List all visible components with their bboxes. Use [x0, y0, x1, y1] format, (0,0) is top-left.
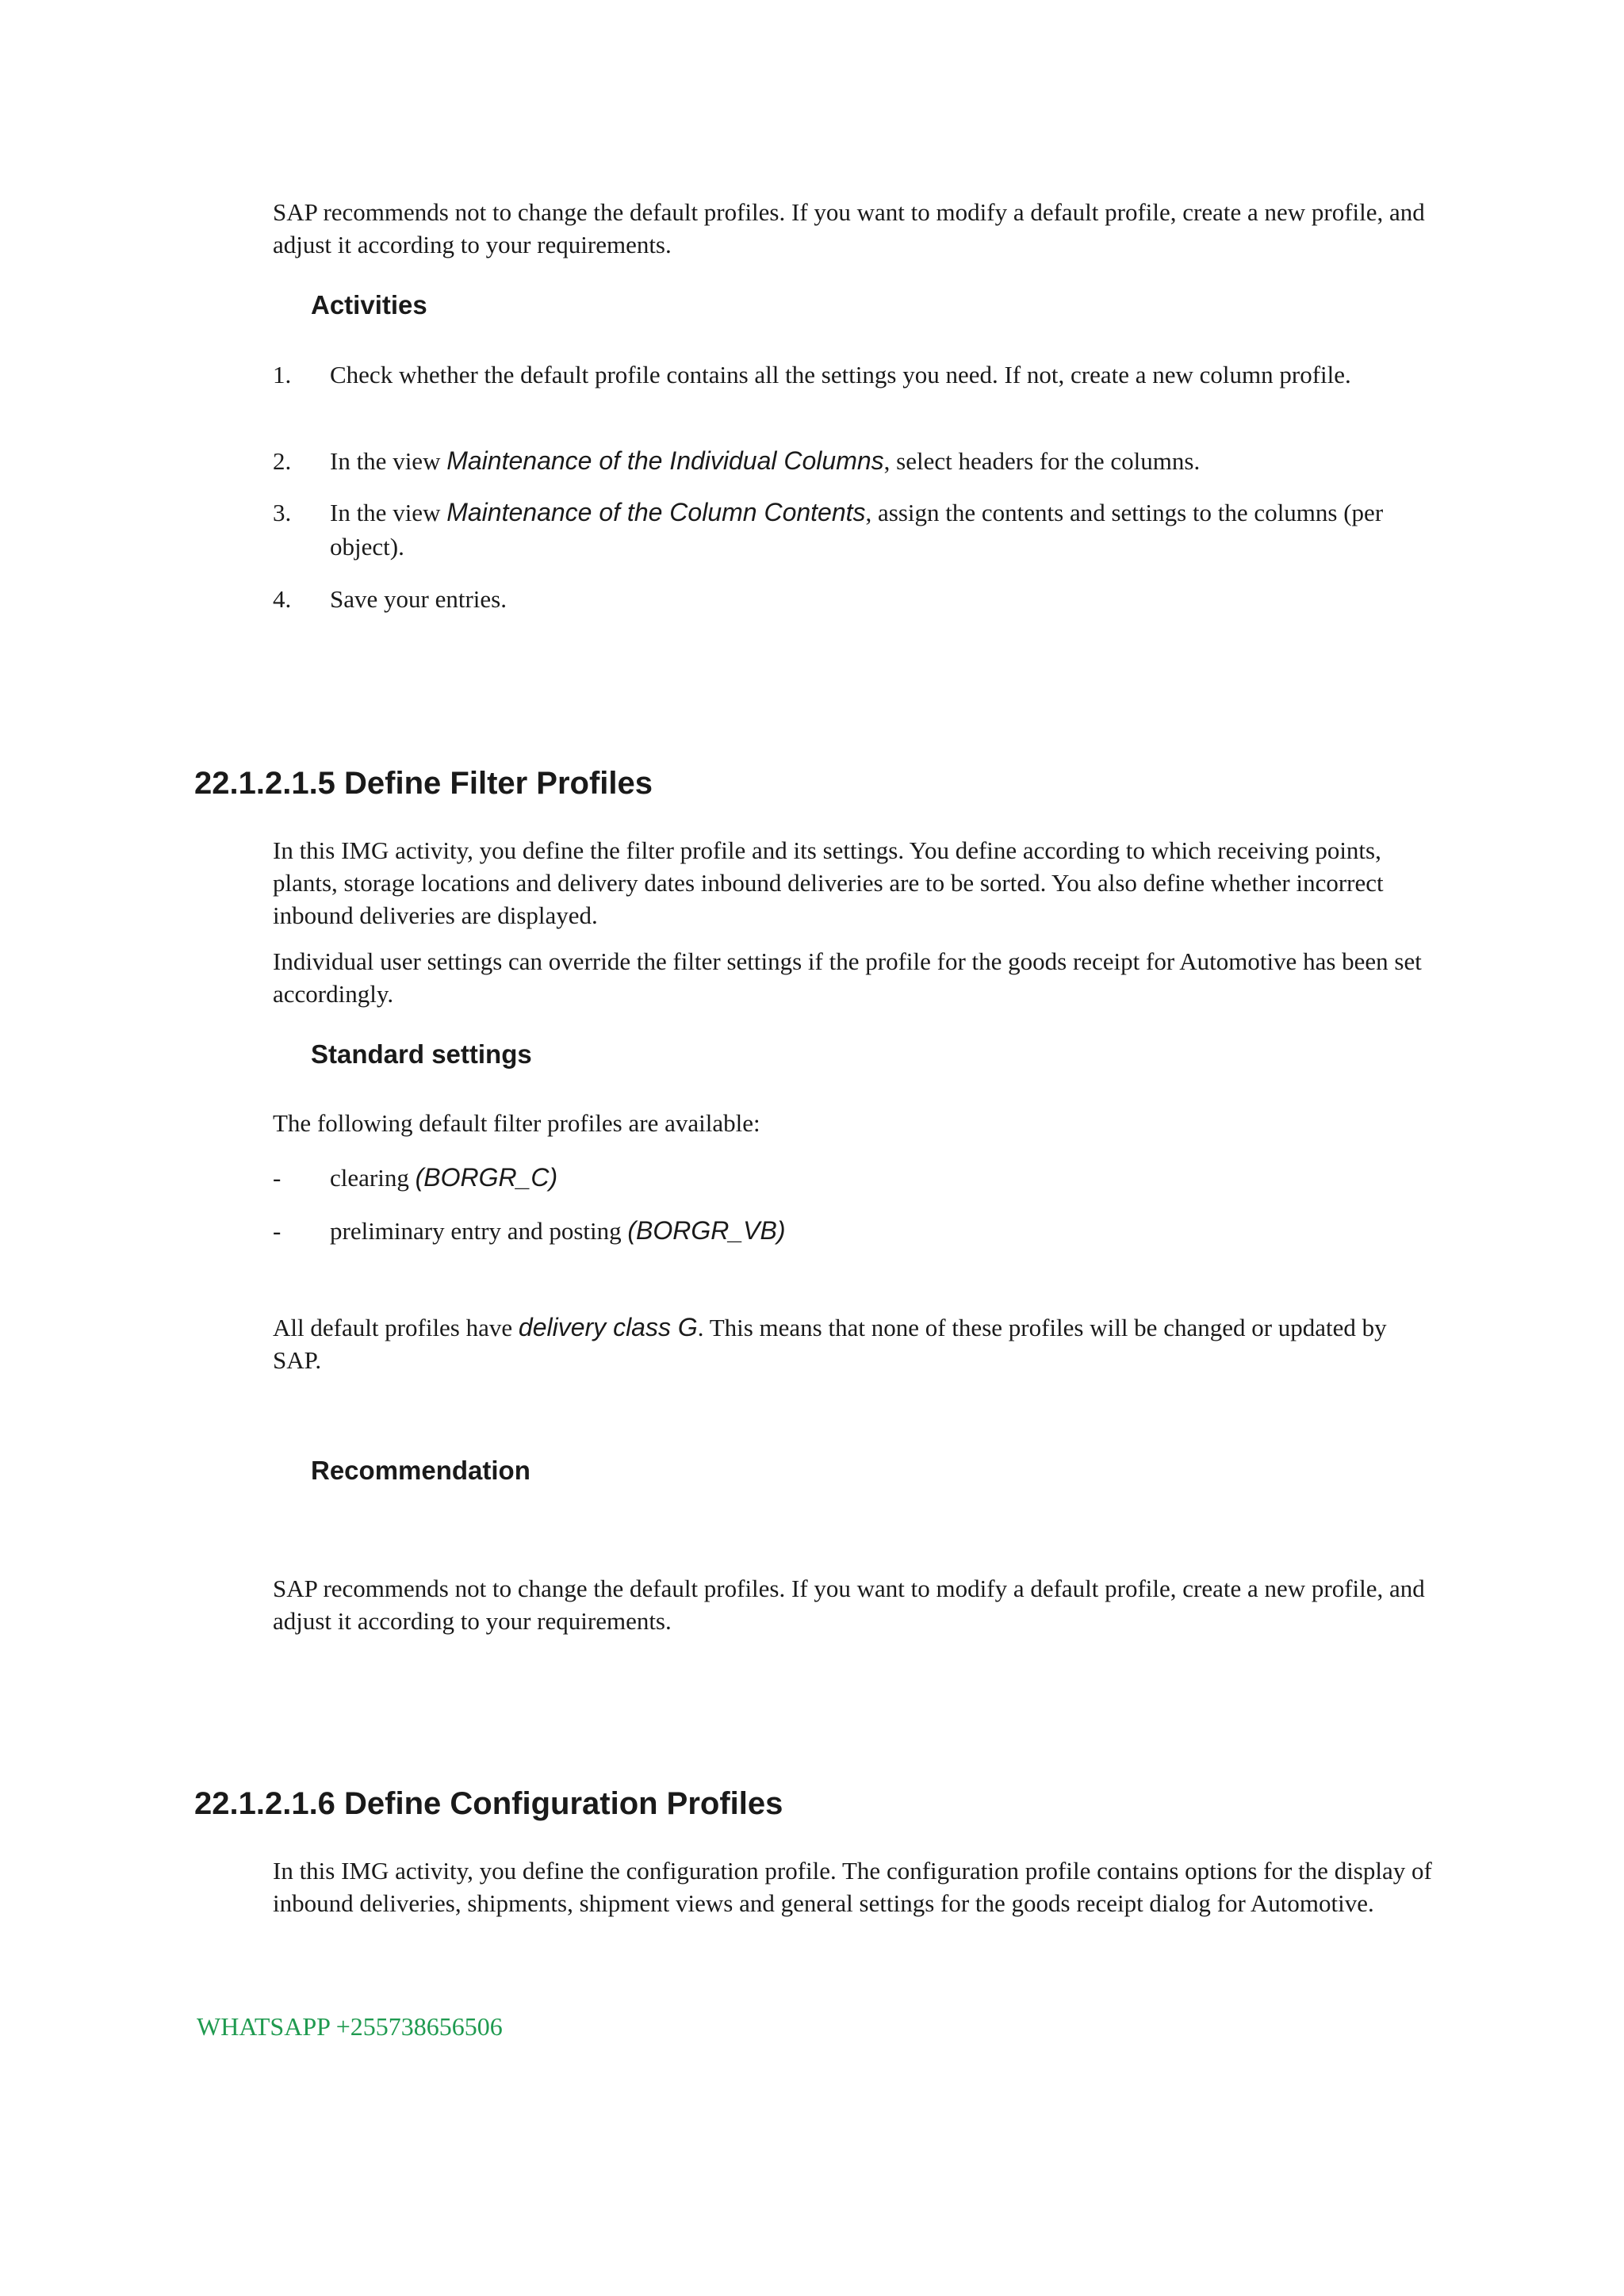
profiles-intro: The following default filter profiles are available: [273, 1109, 760, 1137]
profile-code: (BORGR_VB) [627, 1216, 786, 1245]
activity-text [330, 444, 1446, 478]
activity-text: Check whether the default profile contains all the settings you need. If not, create a new column profile. [330, 361, 1351, 388]
activity-prefix: In the view [330, 447, 447, 475]
delivery-prefix: All default profiles have [273, 1314, 519, 1341]
standard-settings-heading: Standard settings [311, 1039, 532, 1069]
activity-prefix: In the view [330, 499, 447, 526]
recommendation-heading: Recommendation [311, 1456, 530, 1485]
profile-code: (BORGR_C) [415, 1163, 558, 1192]
config-paragraph-1: In this IMG activity, you define the configuration profile. The configuration profile contains options for the display of inbound deliveries, shipments, shipment views and general settings for the goods receipt dialog for Automotive. [273, 1857, 1432, 1917]
dash-marker: - [273, 1217, 282, 1245]
dash-marker: - [273, 1164, 282, 1192]
profile-label: clearing [330, 1164, 416, 1192]
profile-label: preliminary entry and posting [330, 1217, 628, 1245]
delivery-class-paragraph [273, 1311, 1438, 1376]
list-number: 4. [273, 585, 292, 613]
section-title-filter-profiles: 22.1.2.1.5 Define Filter Profiles [194, 766, 653, 801]
activity-suffix: , assign the contents and settings to the columns (per object). [330, 499, 1384, 561]
activity-item-2 [273, 444, 1446, 478]
activity-text: Save your entries. [330, 585, 507, 613]
whatsapp-contact: WHATSAPP +255738656506 [197, 2012, 503, 2041]
filter-paragraph-1: In this IMG activity, you define the filter profile and its settings. You define according to which receiving points, plants, storage locations and delivery dates inbound deliveries are to be sorted. You also define whether incorrect inbound deliveries are displayed. [273, 836, 1384, 929]
list-number: 1. [273, 361, 292, 388]
list-number: 2. [273, 447, 292, 475]
view-name: Maintenance of the Column Contents [446, 498, 866, 526]
activity-item-1 [273, 358, 1446, 392]
filter-profile-item [273, 1214, 1446, 1248]
view-name: Maintenance of the Individual Columns [446, 446, 884, 475]
filter-profile-text [330, 1161, 1446, 1195]
activity-item-4 [273, 582, 1446, 616]
filter-paragraph-2: Individual user settings can override the filter settings if the profile for the goods receipt for Automotive has been set accordingly. [273, 947, 1422, 1008]
filter-profile-item [273, 1161, 1446, 1195]
recommendation-paragraph: SAP recommends not to change the default profiles. If you want to modify a default profile, create a new profile, and adjust it according to your requirements. [273, 1575, 1425, 1635]
list-number: 3. [273, 499, 292, 526]
activity-text [330, 496, 1446, 564]
activity-suffix: , select headers for the columns. [883, 447, 1201, 475]
section-title-configuration-profiles: 22.1.2.1.6 Define Configuration Profiles [194, 1786, 783, 1821]
intro-paragraph: SAP recommends not to change the default profiles. If you want to modify a default profile, create a new profile, and adjust it according to your requirements. [273, 198, 1425, 258]
activities-heading: Activities [311, 290, 427, 320]
delivery-class: delivery class G [518, 1313, 698, 1341]
activity-item-3 [273, 496, 1446, 564]
filter-profile-text [330, 1214, 1446, 1248]
delivery-suffix: . This means that none of these profiles will be changed or updated by SAP. [273, 1314, 1387, 1374]
